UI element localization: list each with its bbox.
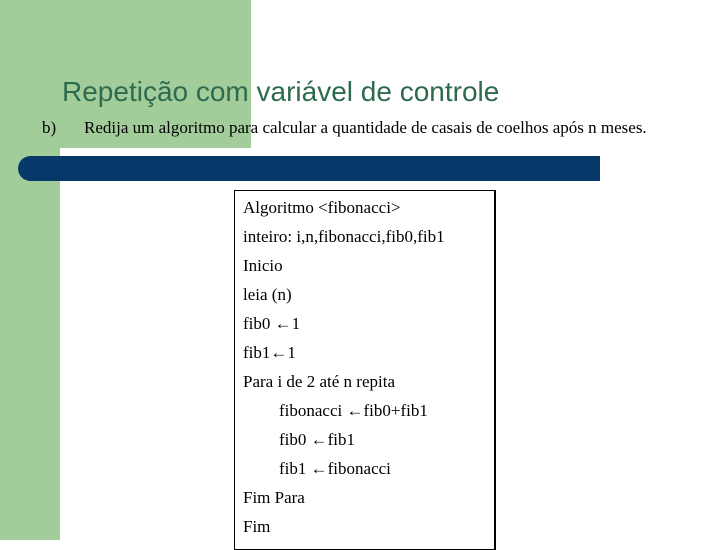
code-line: leia (n) bbox=[243, 285, 292, 304]
code-line: inteiro: i,n,fibonacci,fib0,fib1 bbox=[243, 227, 445, 246]
question-text: Redija um algoritmo para calcular a quantidade de casais de coelhos após n meses. bbox=[84, 118, 647, 137]
code-line: Para i de 2 até n repita bbox=[243, 372, 395, 391]
code-line: fib0 ←fib1 bbox=[279, 430, 356, 449]
code-line: fib1 ←fibonacci bbox=[279, 459, 391, 478]
green-side-strip bbox=[0, 0, 60, 540]
algorithm-code-box bbox=[234, 190, 496, 550]
question-marker: b) bbox=[42, 118, 57, 137]
code-line: fib1←1 bbox=[243, 343, 296, 362]
code-line: Algoritmo <fibonacci> bbox=[243, 198, 401, 217]
code-line: fib0 ←1 bbox=[243, 314, 301, 333]
slide-title: Repetição com variável de controle bbox=[62, 76, 500, 107]
code-line: Inicio bbox=[243, 256, 283, 275]
question-text-block bbox=[42, 118, 652, 137]
navy-divider-bar bbox=[18, 156, 600, 181]
code-line: Fim Para bbox=[243, 488, 305, 507]
code-line: Fim bbox=[243, 517, 271, 536]
code-line: fibonacci ←fib0+fib1 bbox=[279, 401, 428, 420]
